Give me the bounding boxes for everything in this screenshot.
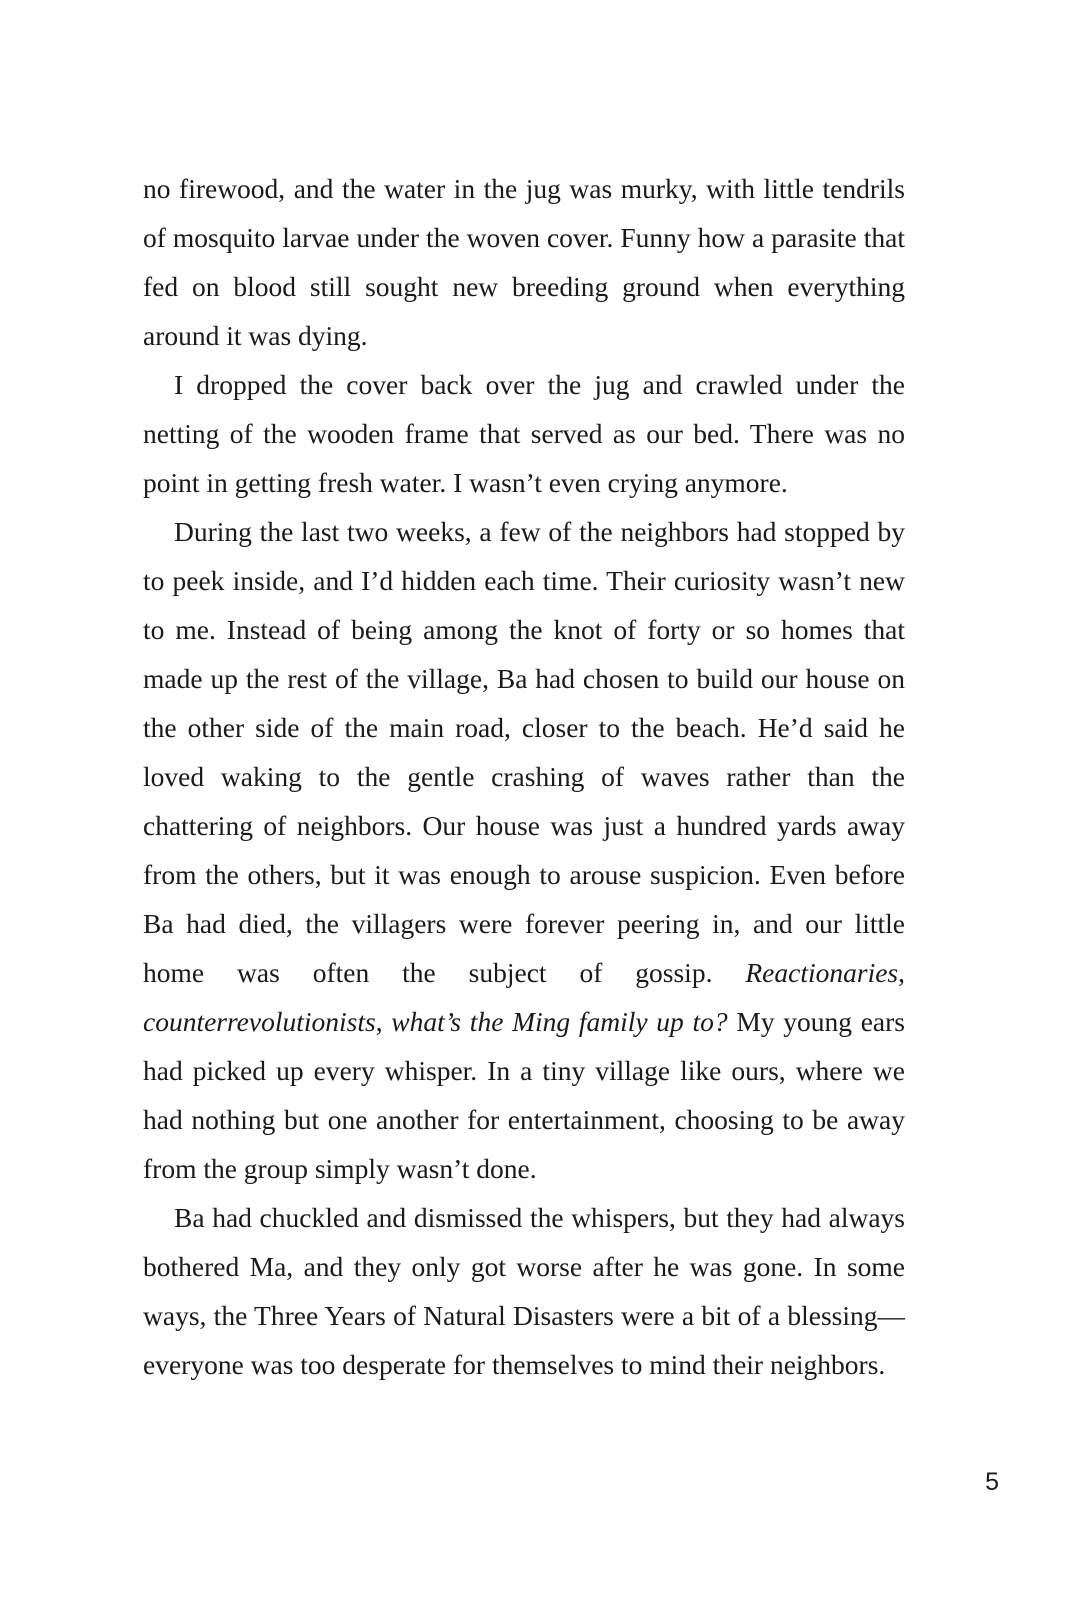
paragraph-3-text: During the last two weeks, a few of the neighbors had stopped by to peek inside, and I’d hidden each time. Their curiosity wasn’t new to me. Instead of being among the knot of forty or so homes that made up the rest of the village, Ba had chosen to build our house on the other side of the main road, closer to the beach. He’d said he loved waking to the gentle crashing of waves rather than the chattering of neighbors. Our house was just a hundred yards away from the others, but it was enough to arouse suspicion. Even before Ba had died, the villagers were forever peering in, and our little home was often the subject of gossip. [143, 516, 905, 988]
italic-ming-family-question: what’s the Ming family up to? [391, 1006, 728, 1037]
italic-reactionaries: Reactionaries [745, 957, 899, 988]
page-number: 5 [985, 1468, 999, 1496]
paragraph-1: no firewood, and the water in the jug was murky, with little tendrils of mosquito larvae under the woven cover. Funny how a parasite that fed on blood still sought new breeding ground when everything around it was dying. [143, 173, 905, 351]
paragraph-3 [143, 507, 905, 1193]
comma-1: , [898, 957, 905, 988]
page-body-text [143, 164, 905, 1389]
paragraph-2: I dropped the cover back over the jug and crawled under the netting of the wooden frame that served as our bed. There was no point in getting fresh water. I wasn’t even crying anymore. [143, 369, 905, 498]
paragraph-4: Ba had chuckled and dismissed the whispers, but they had always bothered Ma, and they only got worse after he was gone. In some ways, the Three Years of Natural Disasters were a bit of a blessing—everyone was too desperate for themselves to mind their neighbors. [143, 1202, 905, 1380]
paragraph-3-continuation: My young ears had picked up every whisper. In a tiny village like ours, where we had nothing but one another for entertainment, choosing to be away from the group simply wasn’t done. [143, 1006, 905, 1184]
comma-2: , [375, 1006, 392, 1037]
italic-counterrevolutionists: counterrevolutionists [143, 1006, 376, 1037]
